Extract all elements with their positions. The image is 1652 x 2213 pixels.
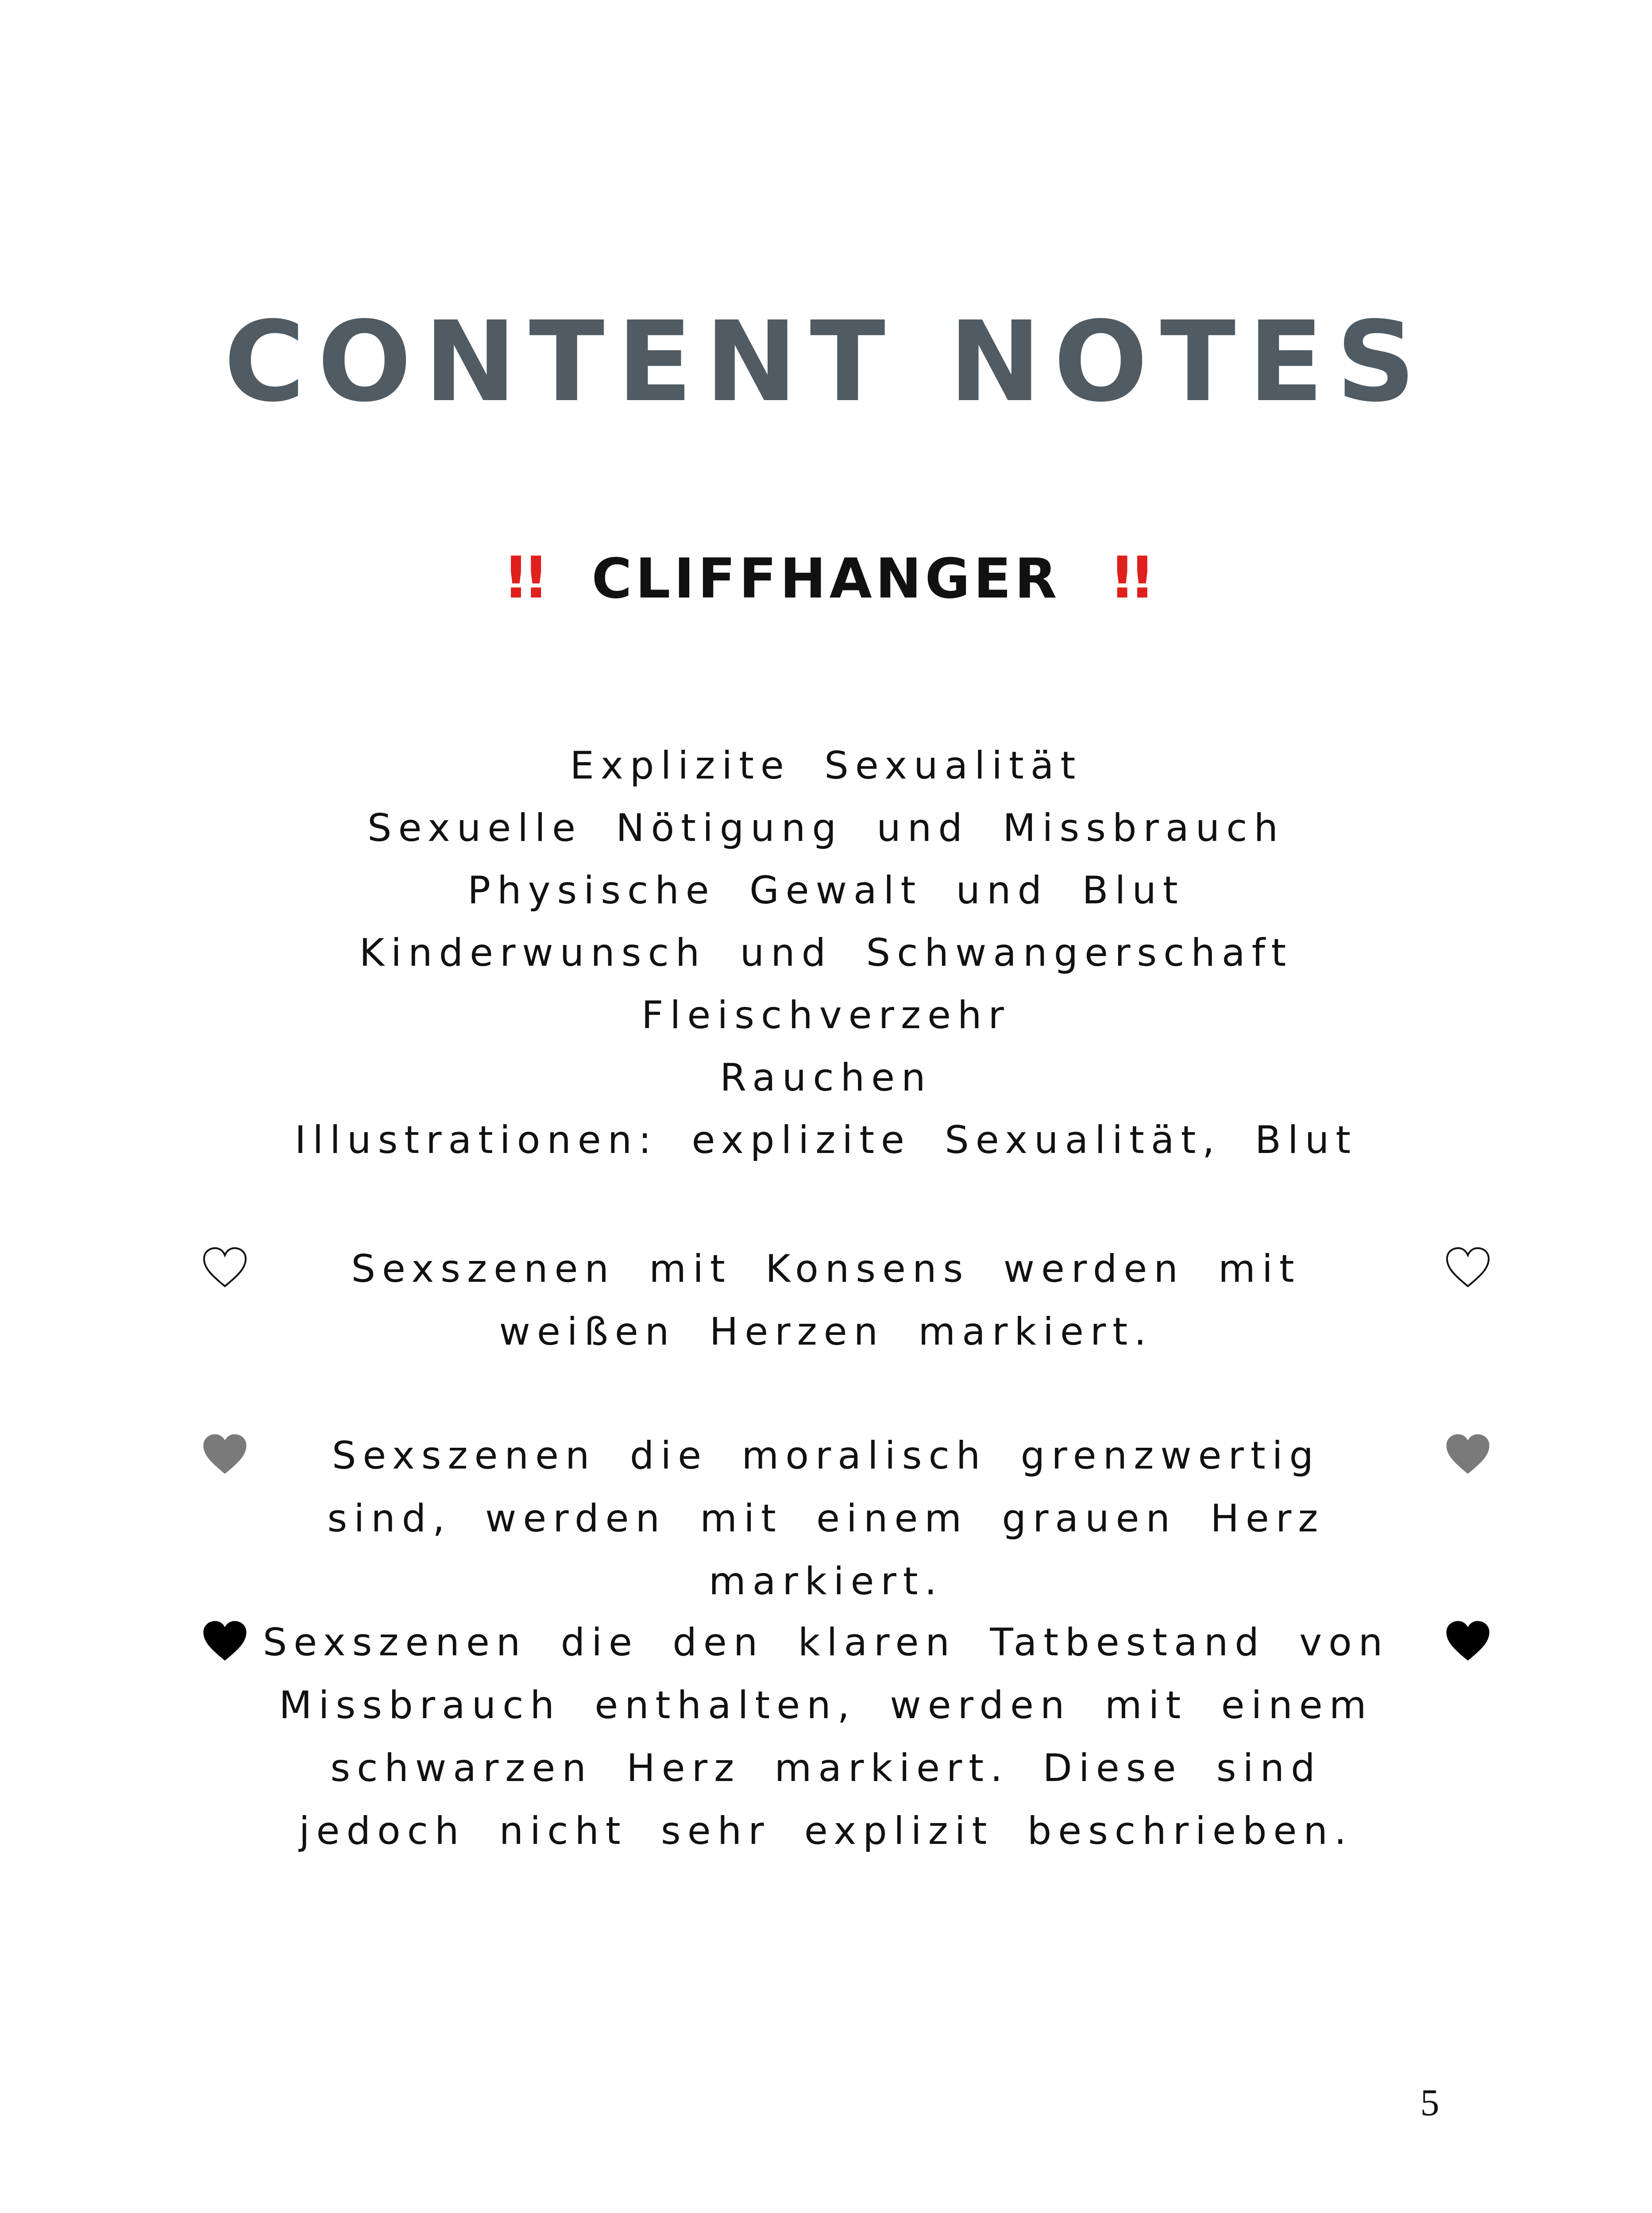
page-title: CONTENT NOTES <box>224 297 1428 426</box>
page-number: 5 <box>1420 2081 1440 2124</box>
warning-label: CLIFFHANGER <box>591 547 1061 611</box>
black-heart-icon <box>202 1620 248 1662</box>
grey-heart-icon <box>1445 1433 1491 1476</box>
white-heart-icon <box>1445 1246 1491 1289</box>
heart-legend-text: Sexszenen die den klaren Tatbestand von Missbrauch enthalten, werden mit einem schwarzen Herz markiert. Diese sind jedoch nicht sehr explizit beschrieben. <box>262 1620 1390 1853</box>
cliffhanger-warning <box>0 544 1652 612</box>
double-exclamation-icon-left: !! <box>502 544 543 611</box>
content-note-item: Fleischverzehr <box>641 993 1011 1037</box>
content-note-item: Explizite Sexualität <box>570 744 1082 788</box>
content-note-item: Rauchen <box>720 1056 932 1100</box>
heart-legend-text: Sexszenen die moralisch grenzwertig sind, werden mit einem grauen Herz markiert. <box>327 1434 1325 1604</box>
white-heart-icon <box>202 1246 248 1289</box>
black-heart-icon <box>1445 1620 1491 1662</box>
heart-legend-text: Sexszenen mit Konsens werden mit weißen Herzen markiert. <box>351 1247 1301 1354</box>
content-note-item: Kinderwunsch und Schwangerschaft <box>359 931 1293 975</box>
content-note-item: Physische Gewalt und Blut <box>467 868 1185 913</box>
heart-legend-white <box>0 1238 1652 1432</box>
heart-legend-grey <box>0 1424 1652 1619</box>
grey-heart-icon <box>202 1433 248 1476</box>
double-exclamation-icon-right: !! <box>1109 544 1150 611</box>
content-note-item: Illustrationen: explizite Sexualität, Blut <box>294 1118 1358 1162</box>
content-note-item: Sexuelle Nötigung und Missbrauch <box>367 806 1285 850</box>
heart-legend-black <box>0 1611 1652 1853</box>
content-notes-list <box>0 735 1652 1172</box>
